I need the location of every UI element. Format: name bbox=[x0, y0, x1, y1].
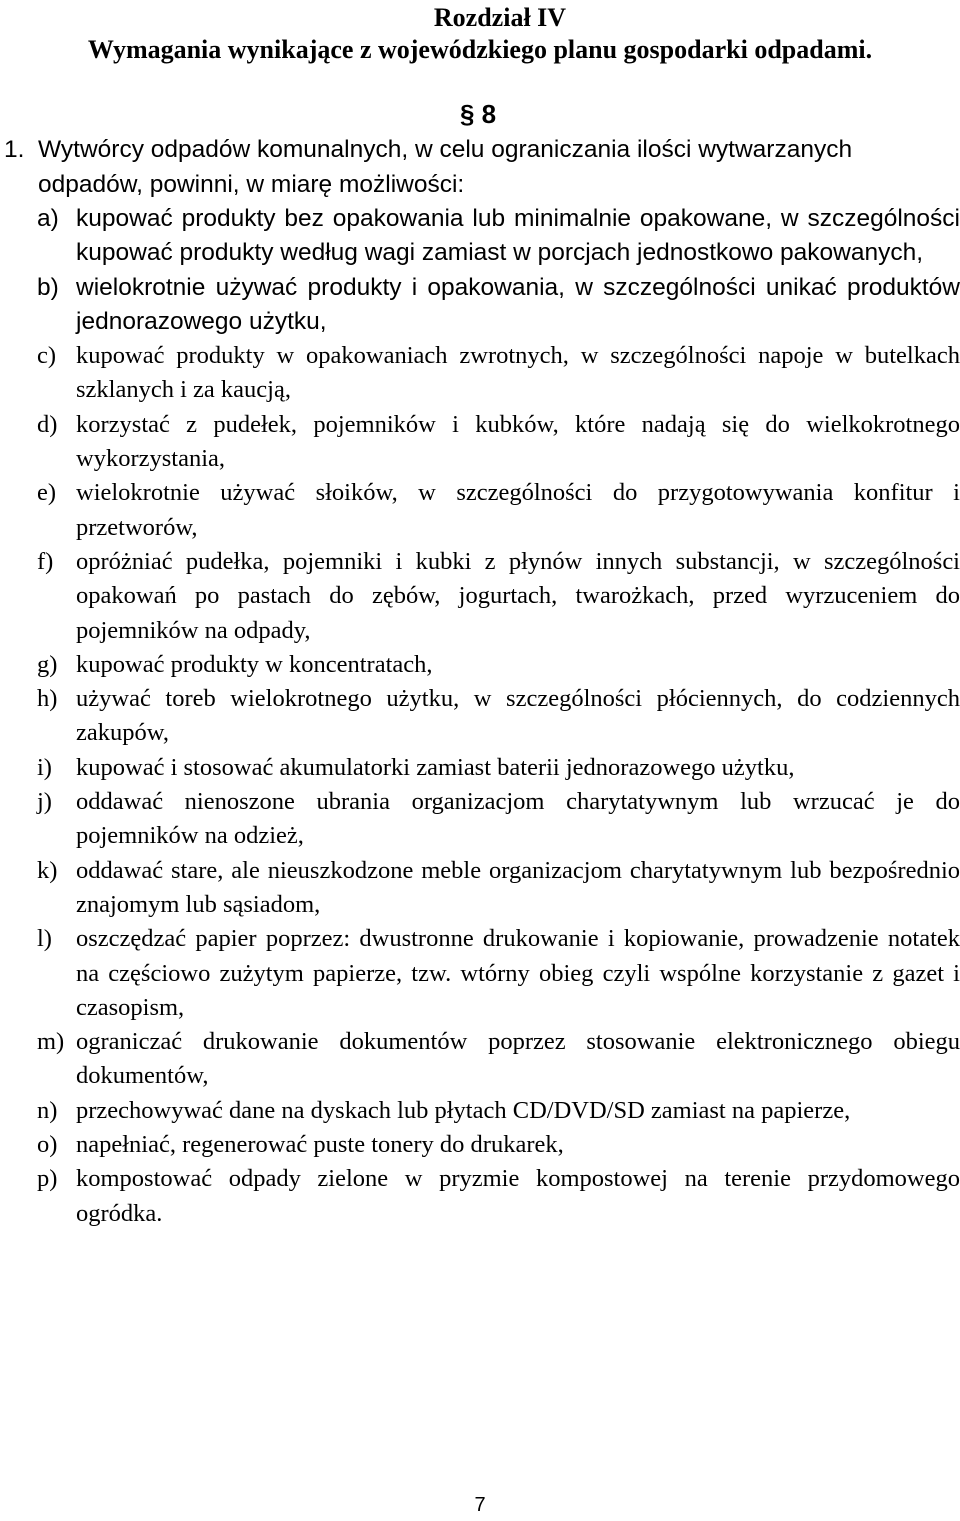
item-text: napełniać, regenerować puste tonery do drukarek, bbox=[76, 1131, 564, 1159]
item-label: o) bbox=[37, 1131, 58, 1159]
item-label: j) bbox=[37, 788, 52, 816]
item-text: oszczędzać papier poprzez: dwustronne drukowanie i kopiowanie, prowadzenie notatek na częściowo zużytym papierze, tzw. wtórny obieg czyli wspólne korzystanie z gazet i czasopism, bbox=[76, 925, 960, 1021]
item-label: b) bbox=[37, 273, 59, 301]
item-label: e) bbox=[37, 479, 57, 507]
item-text: wielokrotnie używać produkty i opakowania, w szczególności unikać produktów jednorazowego użytku, bbox=[76, 273, 960, 335]
item-label: p) bbox=[37, 1165, 58, 1193]
list-item bbox=[0, 271, 960, 340]
item-text: opróżniać pudełka, pojemniki i kubki z płynów innych substancji, w szczególności opakowań po pastach do zębów, jogurtach, twarożkach, przed wyrzuceniem do pojemników na odpady, bbox=[76, 547, 960, 644]
item-text: ograniczać drukowanie dokumentów poprzez stosowanie elektronicznego obiegu dokumentów, bbox=[76, 1028, 960, 1090]
item-label: l) bbox=[37, 925, 52, 953]
item-text: przechowywać dane na dyskach lub płytach CD/DVD/SD zamiast na papierze, bbox=[76, 1096, 851, 1124]
paragraph-number: § 8 bbox=[460, 99, 497, 129]
list-item bbox=[0, 682, 960, 751]
item-label: k) bbox=[37, 856, 58, 884]
item-label: f) bbox=[37, 547, 54, 575]
list-item bbox=[0, 339, 960, 408]
list-item bbox=[0, 408, 960, 477]
item-text: kupować produkty bez opakowania lub minimalnie opakowane, w szczególności kupować produkty według wagi zamiast w porcjach jednostkowo pakowanych, bbox=[76, 205, 960, 267]
point-1 bbox=[0, 132, 960, 202]
item-label: h) bbox=[37, 685, 58, 713]
item-label: g) bbox=[37, 650, 58, 678]
item-text: kupować i stosować akumulatorki zamiast baterii jednorazowego użytku, bbox=[76, 753, 795, 781]
item-text: kupować produkty w koncentratach, bbox=[76, 650, 433, 678]
list-item bbox=[0, 785, 960, 854]
item-label: n) bbox=[37, 1096, 58, 1124]
item-label: c) bbox=[37, 342, 57, 370]
list-item bbox=[0, 545, 960, 648]
chapter-title: Wymagania wynikające z wojewódzkiego planu gospodarki odpadami. bbox=[87, 35, 873, 64]
list-item bbox=[0, 1094, 960, 1128]
item-text: wielokrotnie używać słoików, w szczególności do przygotowywania konfitur i przetworów, bbox=[76, 479, 960, 541]
list-item bbox=[0, 648, 960, 682]
list-item bbox=[0, 476, 960, 545]
item-text: oddawać nienoszone ubrania organizacjom charytatywnym lub wrzucać je do pojemników na odzież, bbox=[76, 788, 960, 850]
point-number: 1. bbox=[4, 136, 25, 163]
list-item bbox=[0, 751, 960, 785]
item-text: używać toreb wielokrotnego użytku, w szczególności płóciennych, do codziennych zakupów, bbox=[76, 685, 960, 747]
item-label: i) bbox=[37, 753, 52, 781]
item-text: oddawać stare, ale nieuszkodzone meble organizacjom charytatywnym lub bezpośrednio znajomym lub sąsiadom, bbox=[76, 856, 960, 918]
item-label: d) bbox=[37, 410, 58, 438]
item-text: korzystać z pudełek, pojemników i kubków, które nadają się do wielkokrotnego wykorzystania, bbox=[76, 410, 960, 473]
list-item bbox=[0, 854, 960, 923]
page-number: 7 bbox=[474, 1494, 486, 1516]
list-item bbox=[0, 1162, 960, 1231]
item-text: kupować produkty w opakowaniach zwrotnych, w szczególności napoje w butelkach szklanych i za kaucją, bbox=[76, 342, 960, 404]
sub-items-list bbox=[0, 202, 960, 1231]
list-item bbox=[0, 1128, 960, 1162]
item-label: m) bbox=[37, 1028, 65, 1056]
point-text: Wytwórcy odpadów komunalnych, w celu ograniczania ilości wytwarzanych odpadów, powinni, w miarę możliwości: bbox=[38, 136, 853, 198]
list-item bbox=[0, 1025, 960, 1094]
list-item bbox=[0, 922, 960, 1025]
item-text: kompostować odpady zielone w pryzmie kompostowej na terenie przydomowego ogródka. bbox=[76, 1165, 960, 1227]
chapter-heading: Rozdział IV bbox=[433, 3, 567, 32]
list-item bbox=[0, 202, 960, 271]
item-label: a) bbox=[37, 205, 59, 232]
